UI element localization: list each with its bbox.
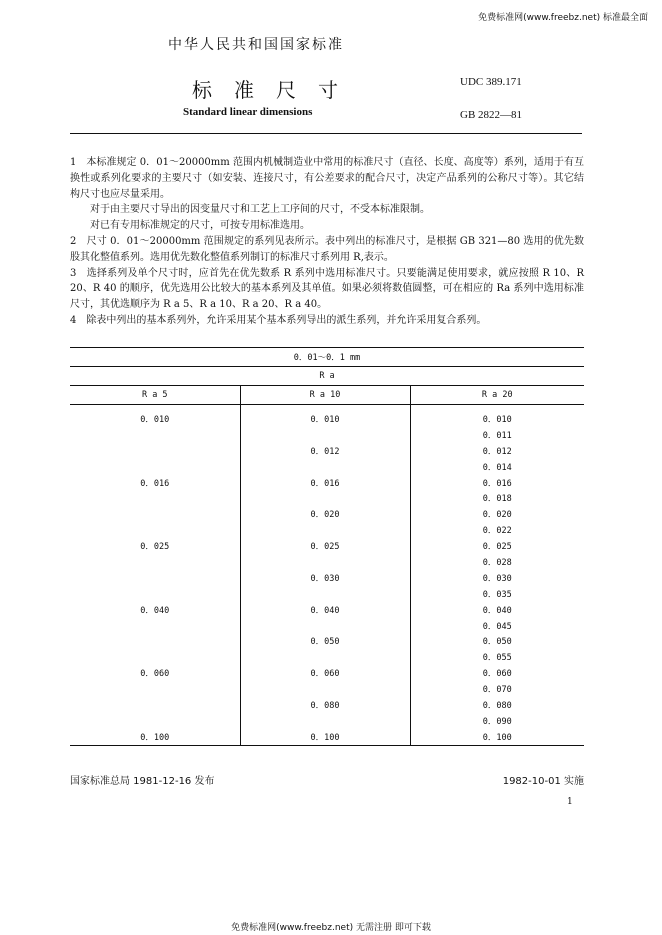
issuing-organization: 中华人民共和国国家标准 (168, 37, 344, 53)
publication-info: 国家标准总局 1981-12-16 发布 (70, 776, 215, 787)
top-banner: 免费标准网(www.freebz.net) 标准最全面 (478, 13, 648, 23)
table-cell: 0．080 (482, 700, 512, 711)
table-row (70, 475, 584, 491)
udc-code: UDC 389.171 (460, 76, 522, 88)
table-cell: 0．020 (240, 506, 410, 522)
clause-1: 1 本标准规定 0．01～20000mm 范围内机械制造业中常用的标准尺寸（直径、长度、高度等）系列，适用于有互换性或系列化要求的主要尺寸（如安装、连接尺寸，有公差要求的配合尺寸，决定产品系列的公称尺寸等）。其它结构尺寸也应尽量采用。 (70, 157, 584, 200)
table-cell (240, 554, 410, 570)
table-cell (70, 443, 240, 459)
table-row (70, 586, 584, 602)
table-cell (70, 697, 240, 713)
table-cell: 0．020 (482, 510, 512, 521)
page-number: 1 (567, 797, 573, 807)
clause-4: 4 除表中列出的基本系列外，允许采用某个基本系列导出的派生系列，并允许采用复合系列。 (70, 314, 487, 326)
table-row (70, 538, 584, 554)
table-row (70, 459, 584, 475)
table-cell: 0．040 (70, 602, 240, 618)
standard-dimensions-table (70, 347, 584, 746)
table-cell (70, 586, 240, 602)
table-cell (70, 459, 240, 475)
table-row (70, 411, 584, 427)
column-header-ra20: R a 20 (410, 386, 584, 405)
table-cell: 0．012 (482, 446, 512, 457)
table-cell: 0．050 (482, 637, 512, 648)
table-cell: 0．070 (482, 685, 512, 696)
table-series-label: R a (70, 367, 584, 386)
implementation-date: 1982-10-01 实施 (502, 776, 584, 787)
table-cell: 0．080 (240, 697, 410, 713)
table-cell: 0．060 (70, 665, 240, 681)
table-cell (240, 459, 410, 475)
table-cell: 0．060 (240, 665, 410, 681)
table-row (70, 713, 584, 729)
table-series-row (70, 367, 584, 386)
table-row (70, 427, 584, 443)
table-row (70, 490, 584, 506)
table-row (70, 570, 584, 586)
header-divider (70, 133, 582, 134)
table-cell: 0．016 (70, 475, 240, 491)
gb-number: GB 2822—81 (460, 109, 523, 121)
table-cell (240, 618, 410, 634)
clause-1-note-1: 对于由主要尺寸导出的因变量尺寸和工艺上工序间的尺寸，不受本标准限制。 (90, 204, 430, 216)
table-cell (70, 506, 240, 522)
table-cell (70, 427, 240, 443)
table-cell (240, 681, 410, 697)
table-cell: 0．060 (482, 669, 512, 680)
table-row (70, 554, 584, 570)
table-cell: 0．050 (240, 633, 410, 649)
table-cell: 0．010 (482, 414, 512, 425)
table-cell (240, 522, 410, 538)
document-subtitle-english: Standard linear dimensions (183, 106, 313, 118)
table-cell (70, 681, 240, 697)
table-cell: 0．055 (482, 653, 512, 664)
body-text (70, 155, 584, 329)
table-cell: 0．040 (240, 602, 410, 618)
table-cell (240, 586, 410, 602)
table-row (70, 665, 584, 681)
table-cell: 0．018 (482, 494, 512, 505)
table-row (70, 681, 584, 697)
table-range: 0．01～0．1 mm (70, 348, 584, 367)
column-header-ra5: R a 5 (70, 386, 240, 405)
table-cell (240, 490, 410, 506)
table-row (70, 618, 584, 634)
table-cell (70, 713, 240, 729)
table-cell (70, 618, 240, 634)
table-cell (70, 570, 240, 586)
table-cell (70, 649, 240, 665)
table-cell (70, 490, 240, 506)
table-cell: 0．100 (410, 729, 584, 745)
table-row (70, 506, 584, 522)
table-range-row (70, 348, 584, 367)
table-cell (240, 649, 410, 665)
table-cell (70, 522, 240, 538)
table-cell: 0．030 (240, 570, 410, 586)
table-cell: 0．030 (482, 573, 512, 584)
table-cell: 0．010 (240, 411, 410, 427)
table-cell: 0．045 (482, 621, 512, 632)
clause-3: 3 选择系列及单个尺寸时，应首先在优先数系 R 系列中选用标准尺寸。只要能满足使用要求，就应按照 R 10、R 20、R 40 的顺序，优先选用公比较大的基本系列及其单值。如果必须将数值圆整，可在相应的 Ra 系列中选用标准尺寸，其优选顺序为 R a 5、R a 10、R a 20、R a 40。 (70, 267, 584, 311)
table-cell: 0．014 (482, 462, 512, 473)
column-header-ra10: R a 10 (240, 386, 410, 405)
table-row (70, 522, 584, 538)
table-cell: 0．022 (482, 526, 512, 537)
table-cell: 0．028 (482, 557, 512, 568)
table-row (70, 729, 584, 745)
document-title: 标准尺寸 (192, 78, 360, 102)
table-row (70, 697, 584, 713)
table-row (70, 633, 584, 649)
table-cell: 0．016 (240, 475, 410, 491)
table-cell: 0．025 (70, 538, 240, 554)
table-cell: 0．010 (70, 411, 240, 427)
table-cell: 0．025 (240, 538, 410, 554)
table-cell: 0．025 (482, 542, 512, 553)
table-cell (240, 713, 410, 729)
table-row (70, 649, 584, 665)
table-cell (70, 554, 240, 570)
table-cell: 0．016 (482, 478, 512, 489)
table-cell: 0．012 (240, 443, 410, 459)
clause-2: 2 尺寸 0．01～20000mm 范围规定的系列见表所示。表中列出的标准尺寸，是根据 GB 321—80 选用的优先数股其化整值系列。选用优先数化整值系列制订的标准尺寸系列用 R,表示。 (70, 235, 584, 263)
table-row (70, 443, 584, 459)
bottom-banner: 免费标准网(www.freebz.net) 无需注册 即可下载 (231, 923, 431, 933)
clause-1-note-2: 对已有专用标准规定的尺寸，可按专用标准选用。 (90, 220, 310, 232)
table-row (70, 602, 584, 618)
table-cell: 0．035 (482, 589, 512, 600)
table-cell (70, 633, 240, 649)
table-cell: 0．100 (240, 729, 410, 745)
table-cell (240, 427, 410, 443)
table-cell: 0．040 (482, 605, 512, 616)
table-cell: 0．100 (70, 729, 240, 745)
table-cell: 0．090 (482, 716, 512, 727)
table-cell: 0．011 (482, 430, 512, 441)
table-column-header-row (70, 386, 584, 405)
